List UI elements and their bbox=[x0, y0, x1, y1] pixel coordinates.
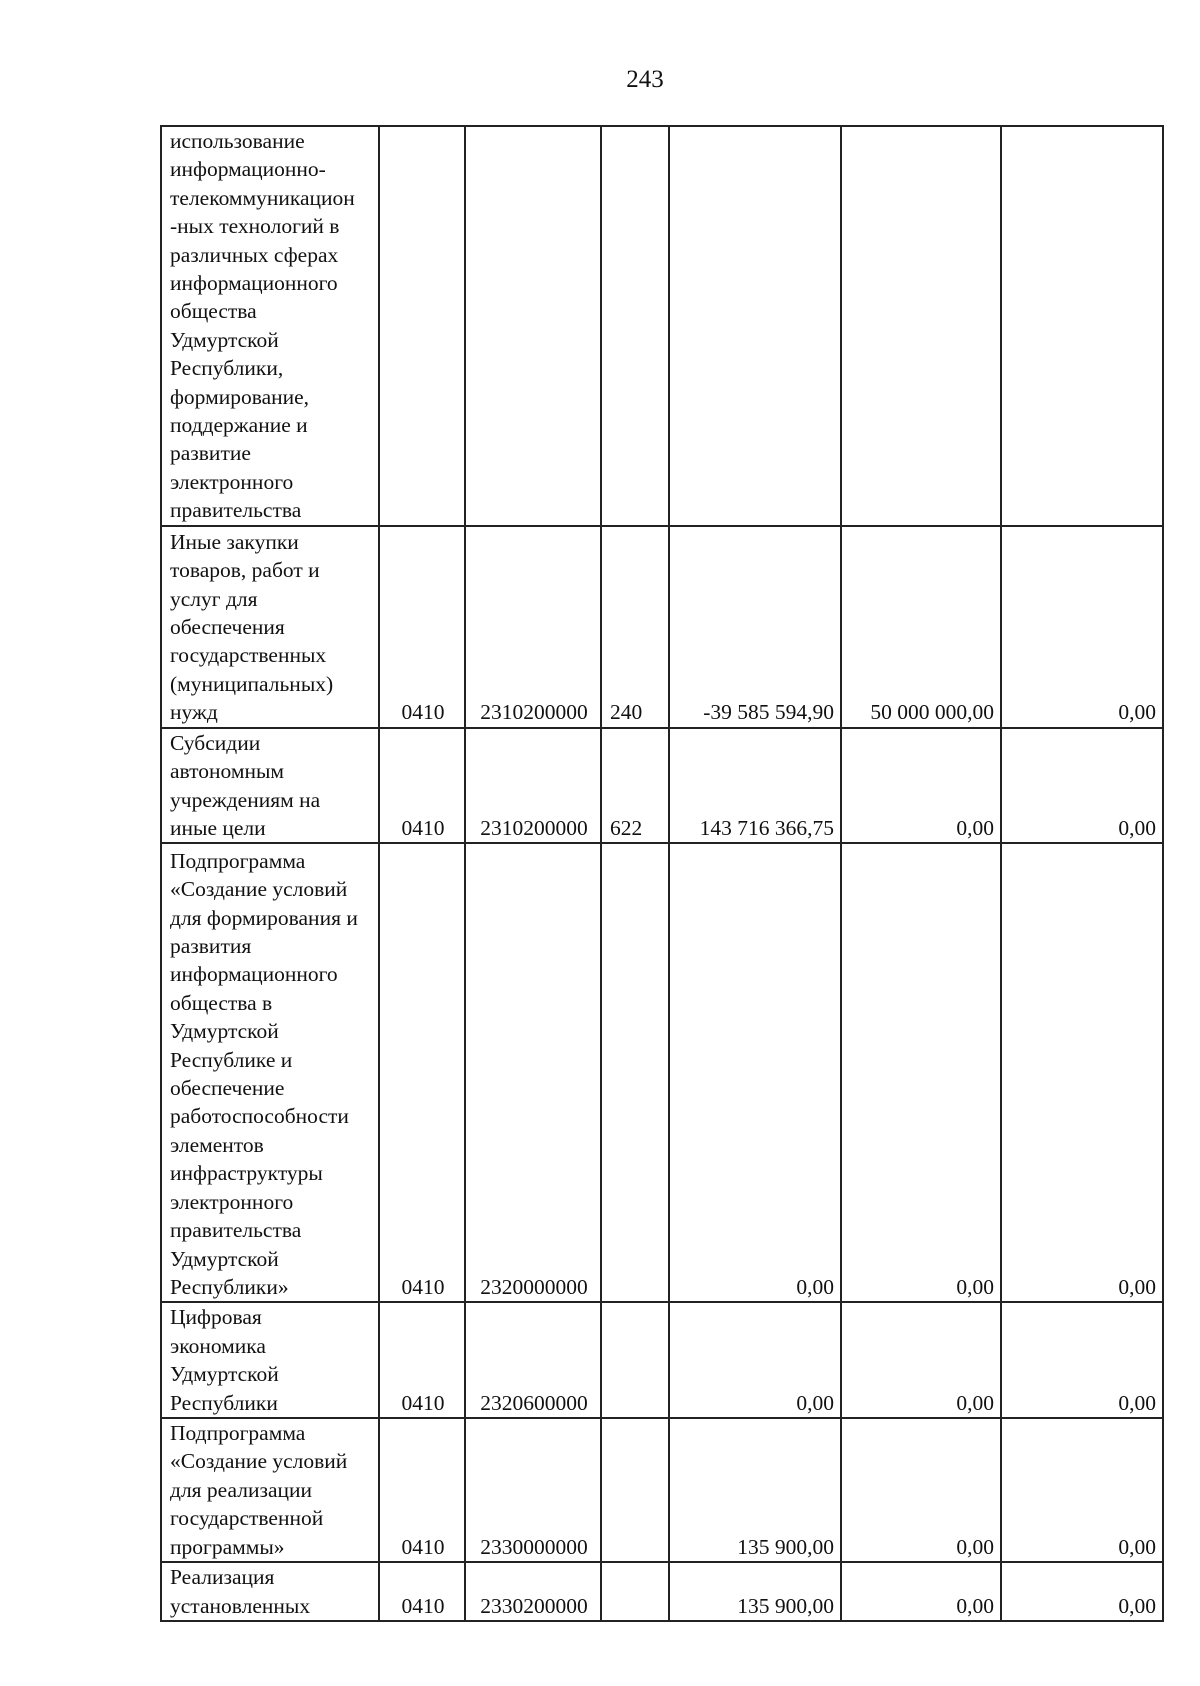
amount-col-2 bbox=[841, 126, 1001, 526]
amount-col-1: 0,00 bbox=[669, 843, 841, 1302]
item-name: Подпрограмма «Создание условий для формирования и развития информационного общества в Удмуртской Республике и обеспечение работоспособности элементов инфраструктуры электронного правительства Удмуртской Республики» bbox=[161, 843, 379, 1302]
table-row bbox=[161, 526, 1163, 728]
table-row bbox=[161, 1418, 1163, 1562]
amount-col-3: 0,00 bbox=[1001, 843, 1163, 1302]
item-name: Субсидии автономным учреждениям на иные цели bbox=[161, 728, 379, 844]
expense-type-code: 240 bbox=[601, 526, 669, 728]
amount-col-2: 50 000 000,00 bbox=[841, 526, 1001, 728]
amount-col-1: 135 900,00 bbox=[669, 1418, 841, 1562]
amount-col-1 bbox=[669, 126, 841, 526]
section-code: 0410 bbox=[379, 728, 465, 844]
target-article-code: 2330200000 bbox=[465, 1562, 601, 1621]
amount-col-1: -39 585 594,90 bbox=[669, 526, 841, 728]
amount-col-3: 0,00 bbox=[1001, 1562, 1163, 1621]
table-row bbox=[161, 1562, 1163, 1621]
amount-col-2: 0,00 bbox=[841, 843, 1001, 1302]
amount-col-1: 0,00 bbox=[669, 1302, 841, 1418]
budget-table bbox=[160, 125, 1164, 1622]
section-code: 0410 bbox=[379, 1562, 465, 1621]
amount-col-1: 135 900,00 bbox=[669, 1562, 841, 1621]
expense-type-code bbox=[601, 843, 669, 1302]
expense-type-code bbox=[601, 1302, 669, 1418]
section-code: 0410 bbox=[379, 1302, 465, 1418]
section-code: 0410 bbox=[379, 843, 465, 1302]
expense-type-code bbox=[601, 126, 669, 526]
item-name: использование информационно- телекоммуникацион -ных технологий в различных сферах информационного общества Удмуртской Республики, формирование, поддержание и развитие электронного правительства bbox=[161, 126, 379, 526]
section-code: 0410 bbox=[379, 526, 465, 728]
target-article-code: 2310200000 bbox=[465, 728, 601, 844]
expense-type-code bbox=[601, 1562, 669, 1621]
amount-col-3: 0,00 bbox=[1001, 1302, 1163, 1418]
item-name: Иные закупки товаров, работ и услуг для обеспечения государственных (муниципальных) нужд bbox=[161, 526, 379, 728]
table-row bbox=[161, 728, 1163, 844]
item-name: Подпрограмма «Создание условий для реализации государственной программы» bbox=[161, 1418, 379, 1562]
amount-col-2: 0,00 bbox=[841, 1418, 1001, 1562]
item-name: Реализация установленных bbox=[161, 1562, 379, 1621]
expense-type-code: 622 bbox=[601, 728, 669, 844]
table-row bbox=[161, 1302, 1163, 1418]
section-code bbox=[379, 126, 465, 526]
amount-col-1: 143 716 366,75 bbox=[669, 728, 841, 844]
amount-col-3: 0,00 bbox=[1001, 1418, 1163, 1562]
target-article-code bbox=[465, 126, 601, 526]
amount-col-2: 0,00 bbox=[841, 728, 1001, 844]
target-article-code: 2320600000 bbox=[465, 1302, 601, 1418]
amount-col-2: 0,00 bbox=[841, 1562, 1001, 1621]
amount-col-3 bbox=[1001, 126, 1163, 526]
table-row bbox=[161, 843, 1163, 1302]
item-name: Цифровая экономика Удмуртской Республики bbox=[161, 1302, 379, 1418]
page-number: 243 bbox=[626, 66, 664, 93]
expense-type-code bbox=[601, 1418, 669, 1562]
target-article-code: 2330000000 bbox=[465, 1418, 601, 1562]
target-article-code: 2310200000 bbox=[465, 526, 601, 728]
amount-col-3: 0,00 bbox=[1001, 526, 1163, 728]
amount-col-2: 0,00 bbox=[841, 1302, 1001, 1418]
section-code: 0410 bbox=[379, 1418, 465, 1562]
amount-col-3: 0,00 bbox=[1001, 728, 1163, 844]
table-row bbox=[161, 126, 1163, 526]
target-article-code: 2320000000 bbox=[465, 843, 601, 1302]
